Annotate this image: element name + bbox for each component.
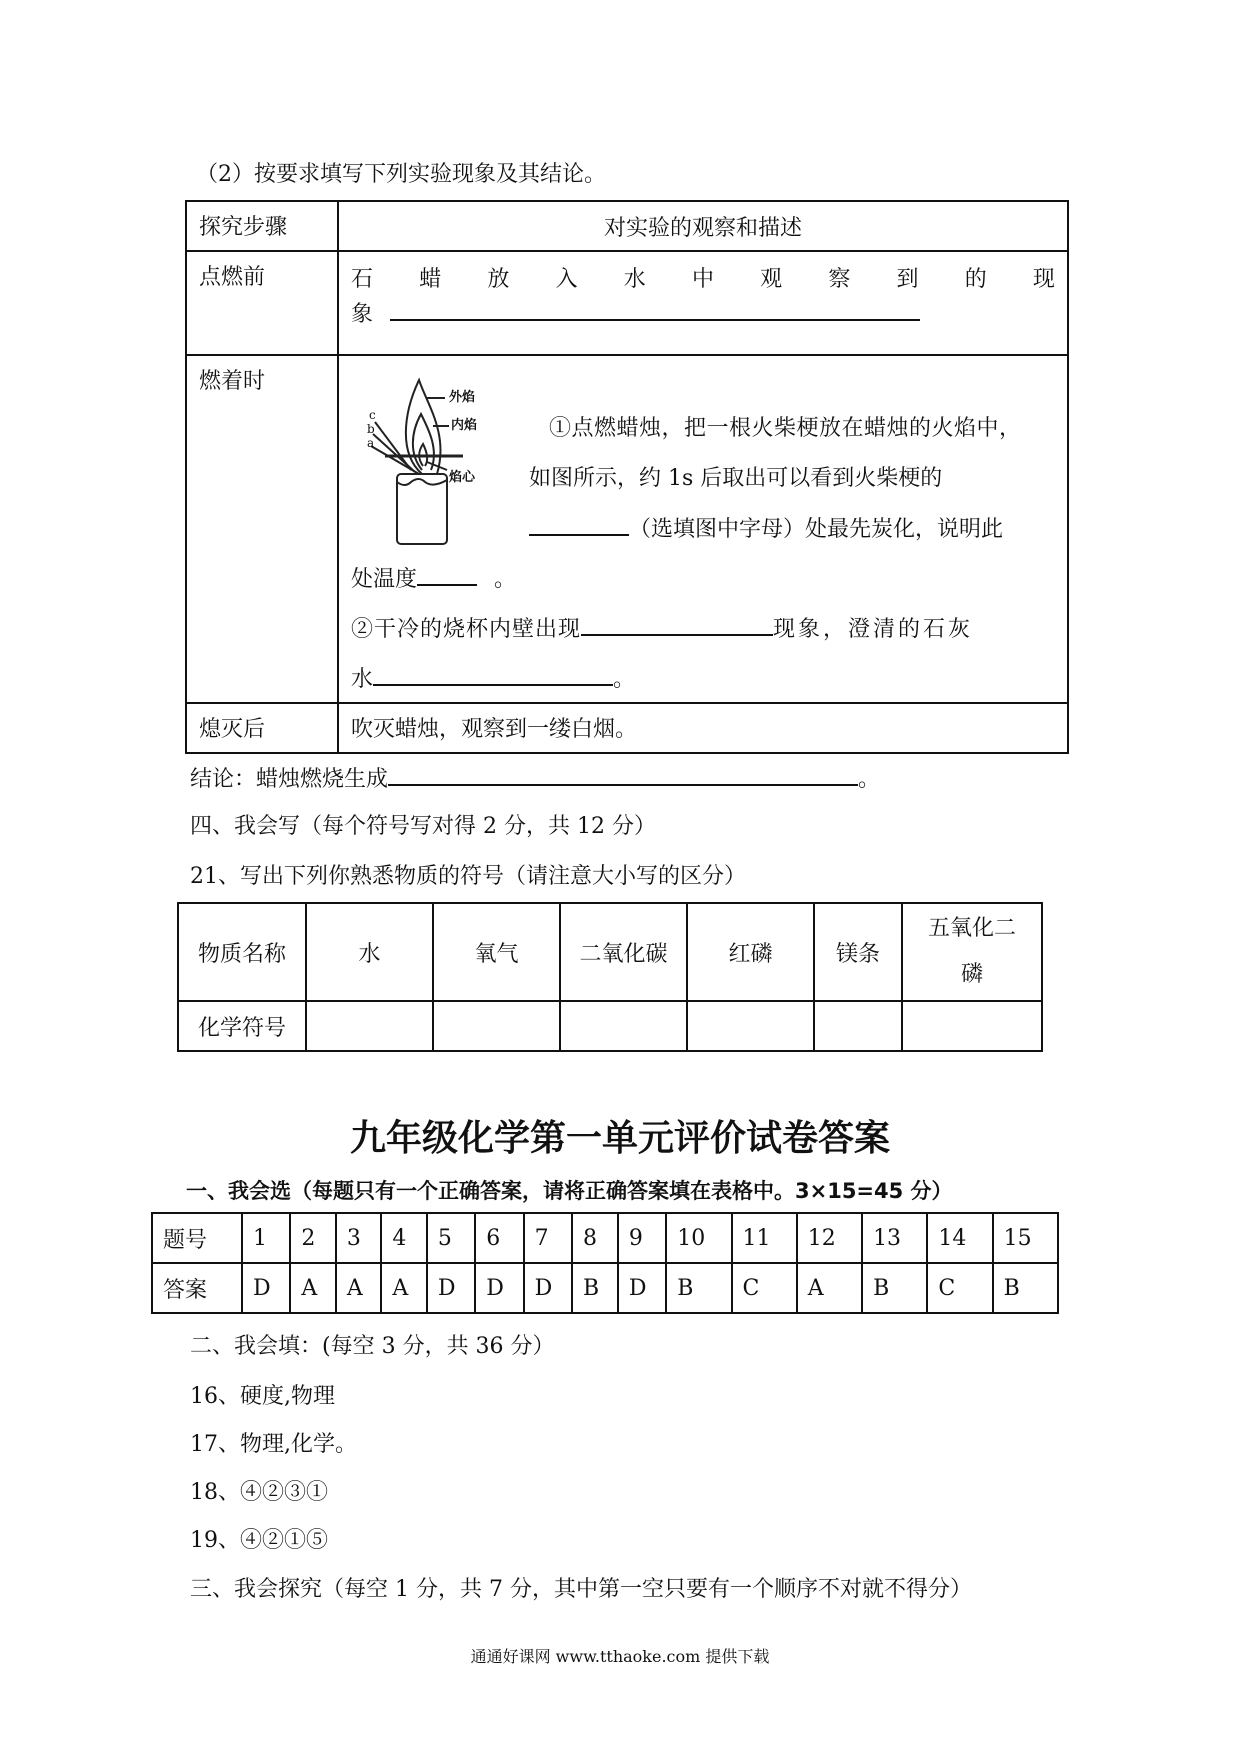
- answer-18: 18、④②③①: [190, 1480, 328, 1505]
- answer-section1: 一、我会选（每题只有一个正确答案，请将正确答案填在表格中。3×15=45 分）: [186, 1179, 953, 1203]
- answer-table: [151, 1212, 1059, 1314]
- answer-cell: C: [927, 1263, 992, 1313]
- question-number-cell: 9: [618, 1213, 666, 1263]
- label-flame-core: 焰心: [449, 470, 476, 485]
- row-burning-content: [338, 355, 1068, 703]
- question-number-cell: 4: [381, 1213, 427, 1263]
- question-number-cell: 8: [572, 1213, 618, 1263]
- question-number-cell: 15: [993, 1213, 1058, 1263]
- answer-section2: 二、我会填：(每空 3 分，共 36 分）: [190, 1334, 555, 1359]
- header-substance-name: 物质名称: [178, 903, 306, 1001]
- header-chemical-symbol: 化学符号: [178, 1001, 306, 1051]
- row-before-content: [338, 251, 1068, 355]
- answer-cell: A: [381, 1263, 427, 1313]
- row-before-char: 到: [896, 267, 919, 292]
- row-before-char: 观: [760, 267, 783, 292]
- row-after-text: 吹灭蜡烛，观察到一缕白烟。: [338, 703, 1068, 753]
- answer-blank[interactable]: [388, 762, 858, 786]
- substance-co2: 二氧化碳: [560, 903, 687, 1001]
- answer-blank[interactable]: [529, 512, 629, 536]
- row-after-label: 熄灭后: [186, 703, 338, 753]
- answer-17: 17、物理,化学。: [190, 1432, 357, 1457]
- row-before-char: 现: [1032, 267, 1055, 292]
- experiment-table: [185, 200, 1069, 754]
- symbol-cell[interactable]: [306, 1001, 433, 1051]
- answer-cell: D: [524, 1263, 572, 1313]
- burning-text-3: （选填图中字母）处最先炭化，说明此: [629, 517, 1004, 542]
- answer-blank[interactable]: [373, 662, 613, 686]
- footer-source: 通通好课网 www.tthaoke.com 提供下载: [470, 1647, 770, 1666]
- symbol-cell[interactable]: [902, 1001, 1042, 1051]
- row-before-char: 蜡: [419, 267, 442, 292]
- question-number-cell: 10: [666, 1213, 731, 1263]
- burning-text-6b: 。: [613, 667, 636, 692]
- part2-title: （2）按要求填写下列实验现象及其结论。: [196, 162, 606, 187]
- answer-blank[interactable]: [417, 562, 477, 586]
- burning-text-1: ①点燃蜡烛，把一根火柴梗放在蜡烛的火焰中，: [549, 416, 1022, 441]
- row-before-char: 察: [828, 267, 851, 292]
- header-question-number: 题号: [152, 1213, 242, 1263]
- row-burning-label: 燃着时: [186, 355, 338, 703]
- conclusion-end: 。: [858, 767, 881, 792]
- answer-cell: A: [290, 1263, 336, 1313]
- header-observation: 对实验的观察和描述: [338, 201, 1068, 251]
- question-number-cell: 5: [427, 1213, 475, 1263]
- symbol-cell[interactable]: [433, 1001, 560, 1051]
- answer-cell: B: [993, 1263, 1058, 1313]
- row-before-char: 放: [487, 267, 510, 292]
- substance-p2o5-line2: 磷: [960, 962, 983, 987]
- answer-19: 19、④②①⑤: [190, 1528, 328, 1553]
- answer-cell: D: [427, 1263, 475, 1313]
- row-before-char: 入: [555, 267, 578, 292]
- answer-cell: B: [666, 1263, 731, 1313]
- row-before-spread-text: [339, 252, 1067, 293]
- answer-cell: C: [732, 1263, 797, 1313]
- symbol-cell[interactable]: [560, 1001, 687, 1051]
- answer-cell: D: [618, 1263, 666, 1313]
- answer-cell: A: [336, 1263, 382, 1313]
- symbol-cell[interactable]: [814, 1001, 902, 1051]
- substance-p2o5-line1: 五氧化二: [927, 916, 1016, 941]
- question-number-cell: 14: [927, 1213, 992, 1263]
- label-c: c: [369, 408, 376, 422]
- label-inner-flame: 内焰: [451, 418, 478, 433]
- burning-text-4a: 处温度: [351, 567, 418, 592]
- burning-text-5b: 现象，澄清的石灰: [773, 617, 974, 642]
- burning-text-5a: ②干冷的烧杯内壁出现: [351, 617, 582, 642]
- substance-symbol-table: [177, 902, 1043, 1052]
- label-outer-flame: 外焰: [449, 390, 476, 405]
- question-21: 21、写出下列你熟悉物质的符号（请注意大小写的区分）: [190, 864, 746, 889]
- substance-magnesium: 镁条: [814, 903, 902, 1001]
- question-number-cell: 3: [336, 1213, 382, 1263]
- question-number-cell: 11: [732, 1213, 797, 1263]
- answer-cell: D: [242, 1263, 290, 1313]
- answer-16: 16、硬度,物理: [190, 1384, 335, 1409]
- question-number-cell: 13: [862, 1213, 927, 1263]
- label-a: a: [367, 436, 375, 450]
- row-before-char: 水: [623, 267, 646, 292]
- burning-text-6a: 水: [351, 667, 374, 692]
- answer-section3: 三、我会探究（每空 1 分，共 7 分，其中第一空只要有一个顺序不对就不得分）: [190, 1577, 972, 1602]
- answer-cell: B: [572, 1263, 618, 1313]
- question-number-cell: 2: [290, 1213, 336, 1263]
- symbol-cell[interactable]: [687, 1001, 814, 1051]
- answer-blank[interactable]: [581, 612, 773, 636]
- substance-water: 水: [306, 903, 433, 1001]
- question-number-cell: 6: [475, 1213, 523, 1263]
- answer-blank[interactable]: [390, 297, 920, 321]
- substance-oxygen: 氧气: [433, 903, 560, 1001]
- row-before-line2: 象: [351, 302, 374, 327]
- question-number-cell: 12: [797, 1213, 862, 1263]
- header-step: 探究步骤: [186, 201, 338, 251]
- label-b: b: [367, 422, 375, 436]
- answer-title: 九年级化学第一单元评价试卷答案: [349, 1118, 890, 1159]
- header-answer: 答案: [152, 1263, 242, 1313]
- row-before-char: 中: [691, 267, 714, 292]
- question-number-cell: 1: [242, 1213, 290, 1263]
- conclusion-label: 结论：蜡烛燃烧生成: [190, 767, 389, 792]
- substance-red-phosphorus: 红磷: [687, 903, 814, 1001]
- row-before-char: 的: [964, 267, 987, 292]
- answer-cell: D: [475, 1263, 523, 1313]
- candle-flame-diagram: [367, 374, 517, 546]
- question-number-cell: 7: [524, 1213, 572, 1263]
- answer-cell: A: [797, 1263, 862, 1313]
- burning-text-2: 如图所示，约 1s 后取出可以看到火柴梗的: [529, 466, 943, 491]
- section4-title: 四、我会写（每个符号写对得 2 分，共 12 分）: [190, 814, 656, 839]
- substance-p2o5: [902, 903, 1042, 1001]
- row-before-char: 石: [351, 267, 374, 292]
- answer-cell: B: [862, 1263, 927, 1313]
- row-before-label: 点燃前: [186, 251, 338, 355]
- burning-text-4b: 。: [494, 567, 517, 592]
